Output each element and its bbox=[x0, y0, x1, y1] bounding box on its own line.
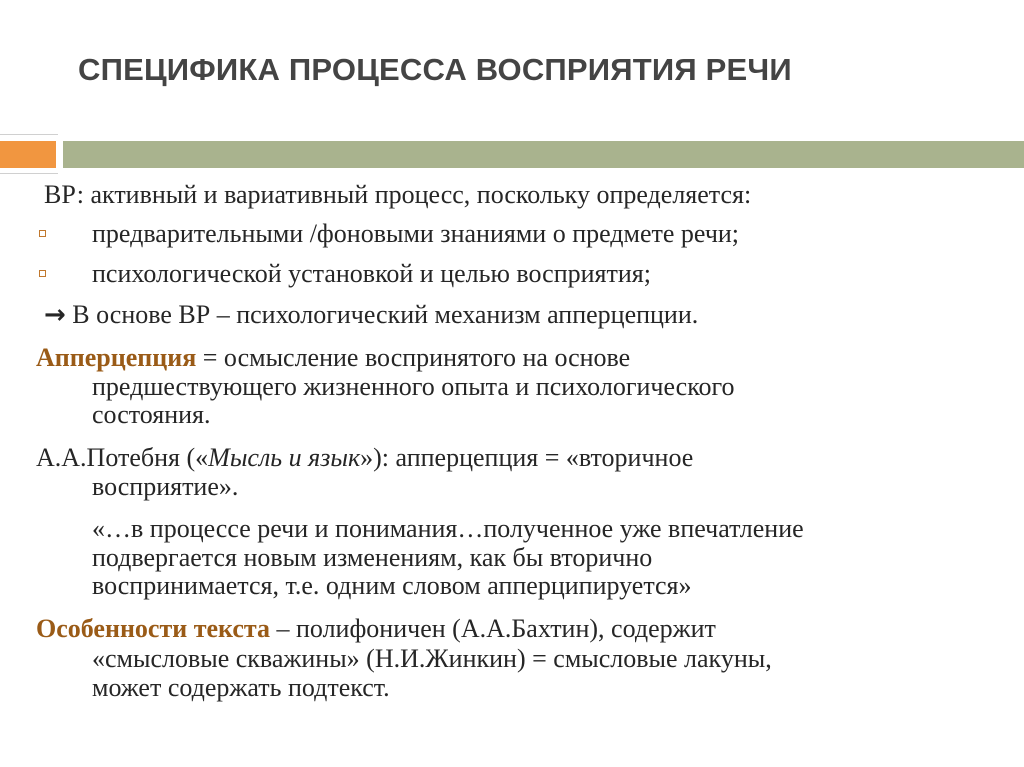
arrow-right-icon: → bbox=[44, 300, 66, 330]
potebnya-book-title: Мысль и язык bbox=[208, 443, 361, 472]
term-text-features: Особенности текста bbox=[36, 614, 270, 643]
potebnya-line-2: восприятие». bbox=[92, 472, 239, 501]
bullet-item-1: предварительными /фоновыми знаниями о предмете речи; bbox=[92, 219, 740, 248]
features-definition: – полифоничен (А.А.Бахтин), содержит bbox=[270, 614, 716, 643]
paragraph-vr: ВР: активный и вариативный процесс, поскольку определяется: bbox=[44, 180, 752, 209]
square-bullet-icon bbox=[39, 230, 46, 237]
potebnya-definition: »): апперцепция = «вторичное bbox=[360, 443, 694, 472]
apperception-definition: = осмысление воспринятого на основе bbox=[196, 343, 631, 372]
arrow-paragraph-text: В основе ВР – психологический механизм апперцепции. bbox=[72, 300, 699, 329]
paragraph-arrow bbox=[44, 300, 698, 330]
potebnya-line-1 bbox=[36, 443, 693, 472]
slide-title: СПЕЦИФИКА ПРОЦЕССА ВОСПРИЯТИЯ РЕЧИ bbox=[78, 52, 792, 87]
bullet-item-2: психологической установкой и целью восприятия; bbox=[92, 259, 651, 288]
features-line-3: может содержать подтекст. bbox=[92, 673, 390, 702]
apperception-line-1 bbox=[36, 343, 630, 372]
term-apperception: Апперцепция bbox=[36, 343, 197, 372]
features-line-1 bbox=[36, 614, 716, 643]
potebnya-author: А.А.Потебня (« bbox=[36, 443, 209, 472]
quote-line-1: «…в процессе речи и понимания…полученное уже впечатление bbox=[92, 514, 804, 543]
quote-line-3: воспринимается, т.е. одним словом апперципируется» bbox=[92, 571, 692, 600]
apperception-line-2: предшествующего жизненного опыта и психологического bbox=[92, 372, 735, 401]
apperception-line-3: состояния. bbox=[92, 400, 211, 429]
features-line-2: «смысловые скважины» (Н.И.Жинкин) = смысловые лакуны, bbox=[92, 644, 772, 673]
square-bullet-icon bbox=[39, 270, 46, 277]
quote-line-2: подвергается новым изменениям, как бы вторично bbox=[92, 543, 653, 572]
